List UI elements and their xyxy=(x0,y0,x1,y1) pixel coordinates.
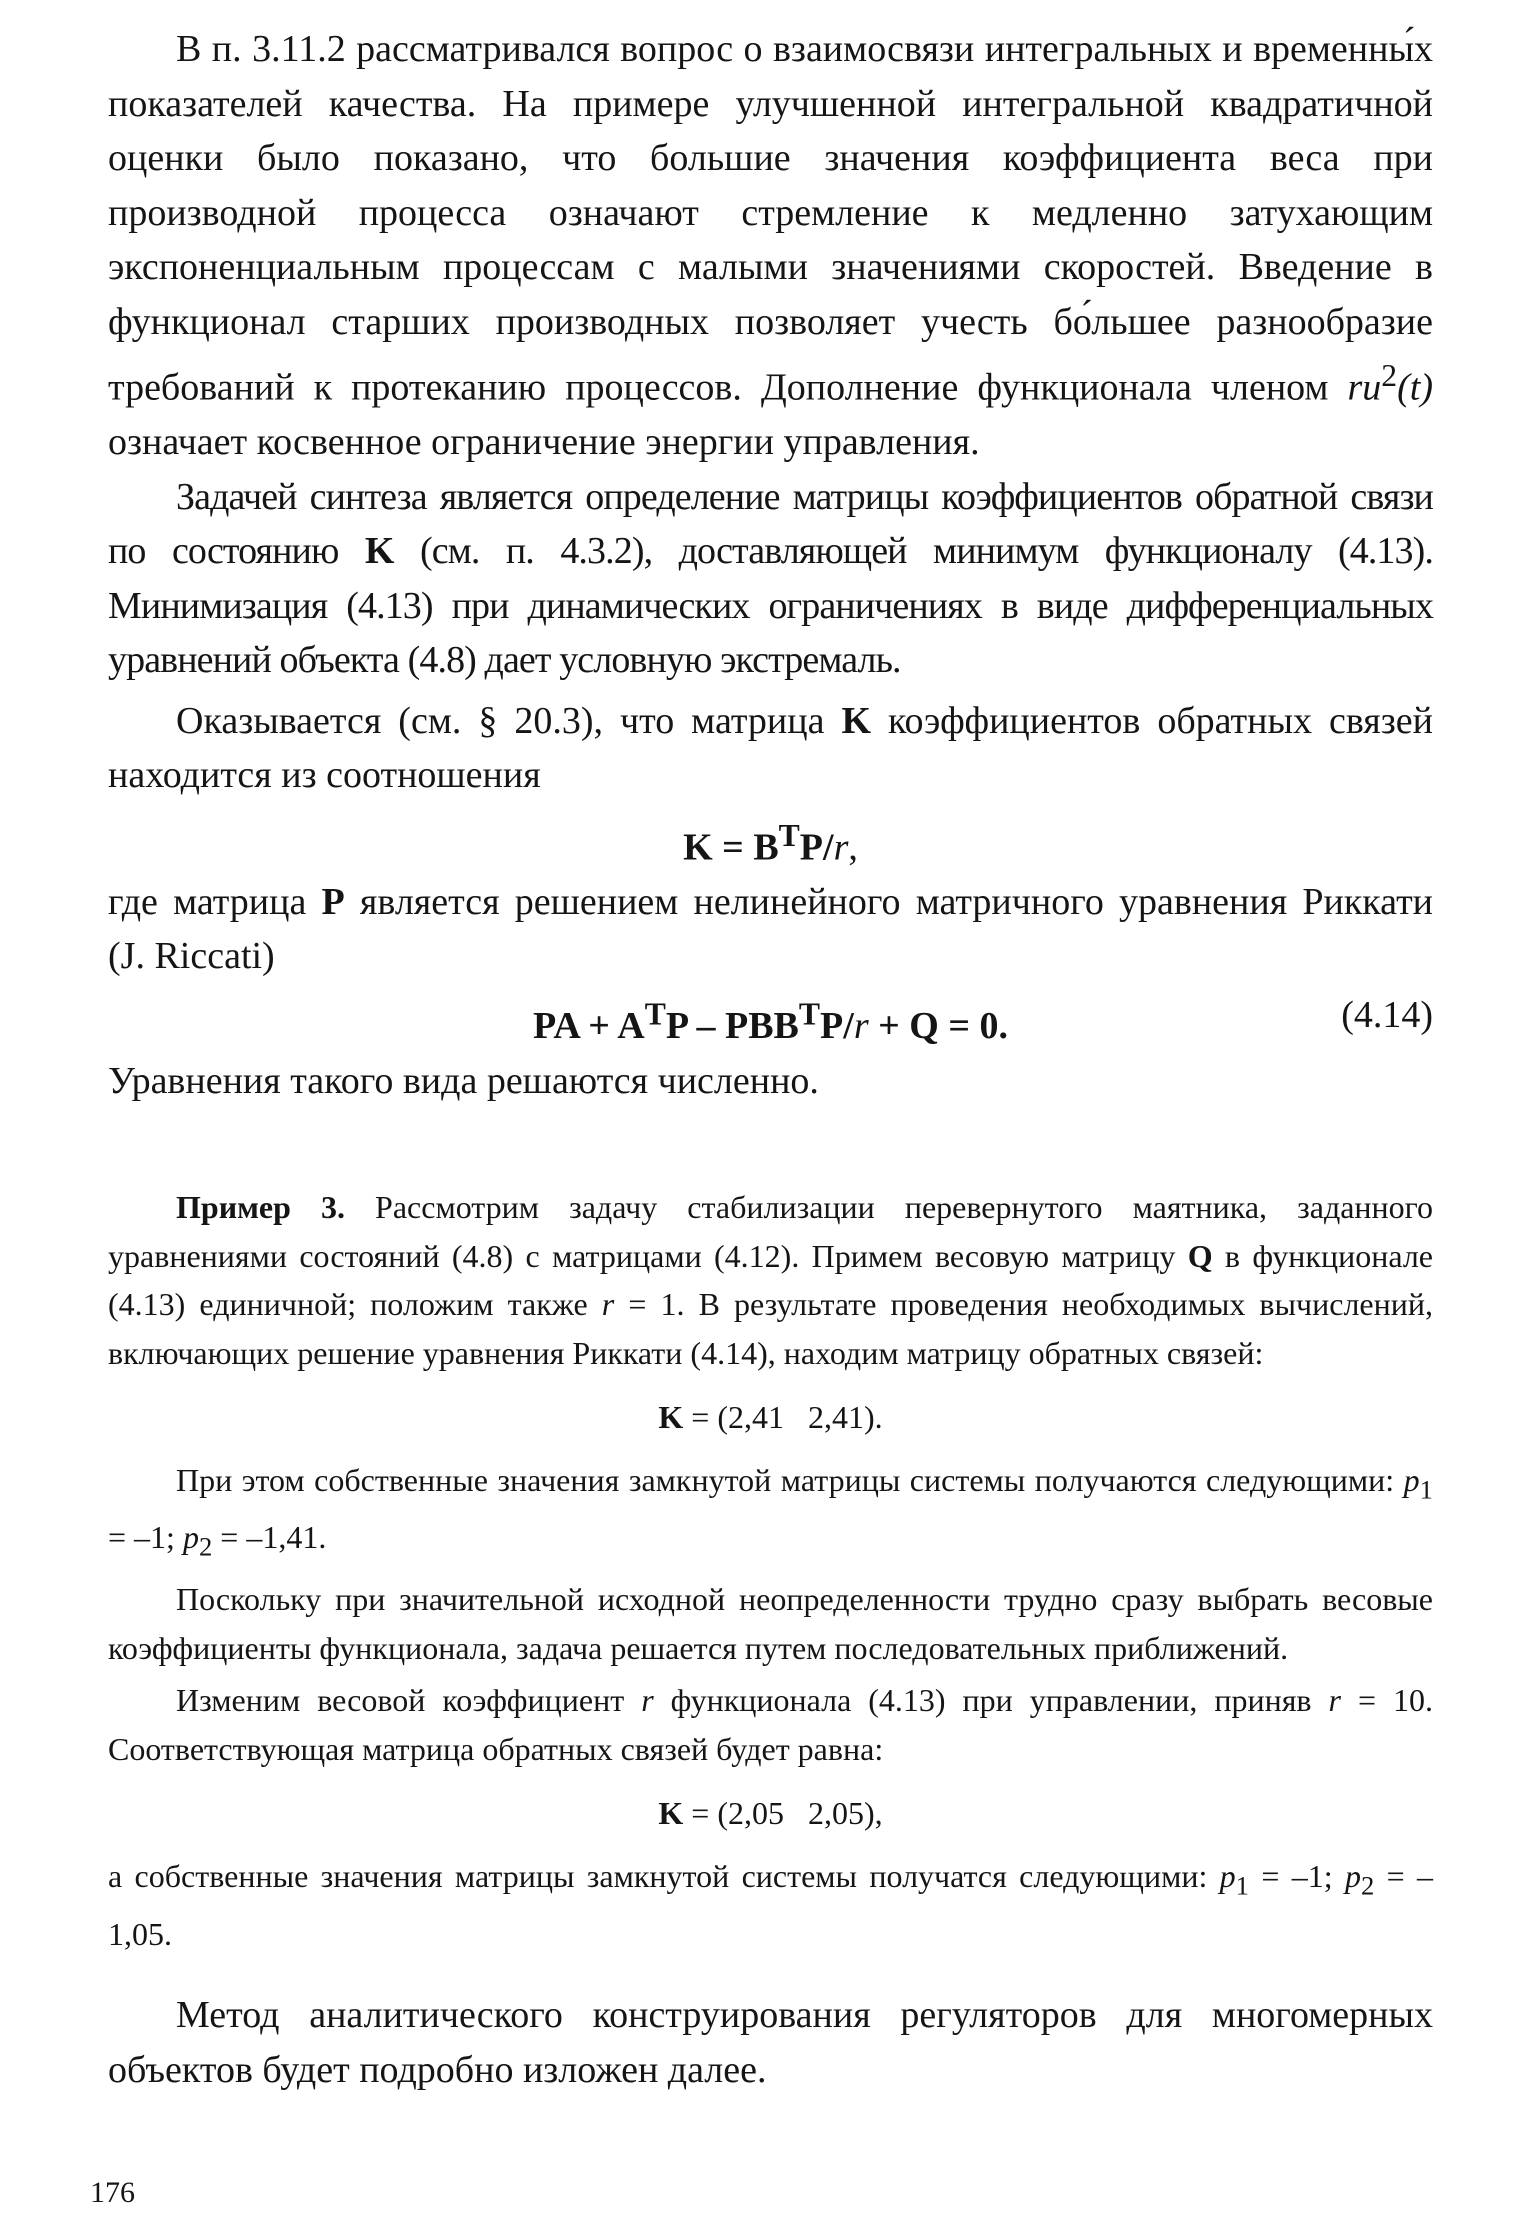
formula-riccati xyxy=(108,988,1433,1054)
paragraph-2: Задачей синтеза является определение матрицы коэффициентов обратной связи по состоянию K (см. п. 4.3.2), доставляющей минимум функционалу (4.13). Минимизация (4.13) при динамических ограничениях в виде дифференциальных уравнений объекта (4.8) дает условную экстремаль. xyxy=(108,475,1433,682)
text-column-lower xyxy=(108,1183,1433,2097)
paragraph-conclusion: Метод аналитического конструирования регуляторов для многомерных объектов будет подробно изложен далее. xyxy=(108,1994,1433,2091)
formula-k: $K = B^TP/r$, xyxy=(683,817,858,869)
paragraph-5: Уравнения такого вида решаются численно. xyxy=(108,1059,819,1102)
riccati-equation: PA + $A^TP - PBB^TP/r + Q = 0$. xyxy=(533,996,1008,1048)
paragraph-approximations: Поскольку при значительной исходной неопределенности трудно сразу выбрать весовые коэффициенты функционала, задача решается путем последовательных приближений. xyxy=(108,1581,1433,1666)
paragraph-change-r: Изменим весовой коэффициент r функционала (4.13) при управлении, приняв r = 10. Соответствующая матрица обратных связей будет равна: xyxy=(108,1682,1434,1767)
paragraph-3: Оказывается (см. § 20.3), что матрица K коэффициентов обратных связей находится из соотношения xyxy=(108,699,1433,797)
formula-k-value-1: K = (2,41 2,41). xyxy=(658,1399,883,1435)
equation-number: (4.14) xyxy=(1341,993,1433,1036)
page-number: 176 xyxy=(90,2176,135,2209)
example-paragraph: Пример 3. Рассмотрим задачу стабилизации перевернутого маятника, заданного уравнениями состояний (4.8) с матрицами (4.12). Примем весовую матрицу Q в функционале (4.13) единичной; положим также r = 1. В результате проведения необходимых вычислений, включающих решение уравнения Риккати (4.14), находим матрицу обратных связей: xyxy=(108,1189,1434,1371)
paragraph-eigenvalues-2: а собственные значения матрицы замкнутой системы получатся следующими: $p_1 = -1$; $p_2 = -1,05$. xyxy=(108,1857,1434,1952)
paragraph-eigenvalues-1: При этом собственные значения замкнутой матрицы системы получаются следующими: $p_1 = -1$; $p_2 = -1,41$. xyxy=(108,1461,1433,1562)
text-column-upper xyxy=(108,22,1433,1108)
paragraph-1: В п. 3.11.2 рассматривался вопрос о взаимосвязи интегральных и временны́х показателей качества. На примере улучшенной интегральной квадратичной оценки было показано, что большие значения коэффициента веса при производной процесса означают стремление к медленно затухающим экспоненциальным процессам с малыми значениями скоростей. Введение в функционал старших производных позволяет учесть бо́льшее разнообразие требований к протеканию процессов. Дополнение функционала членом $ru^2(t)$ означает косвенное ограничение энергии управления. xyxy=(108,28,1433,464)
formula-k-value-2: K = (2,05 2,05), xyxy=(658,1795,883,1832)
paragraph-4: где матрица P является решением нелинейного матричного уравнения Риккати (J. Riccati) xyxy=(108,880,1434,978)
